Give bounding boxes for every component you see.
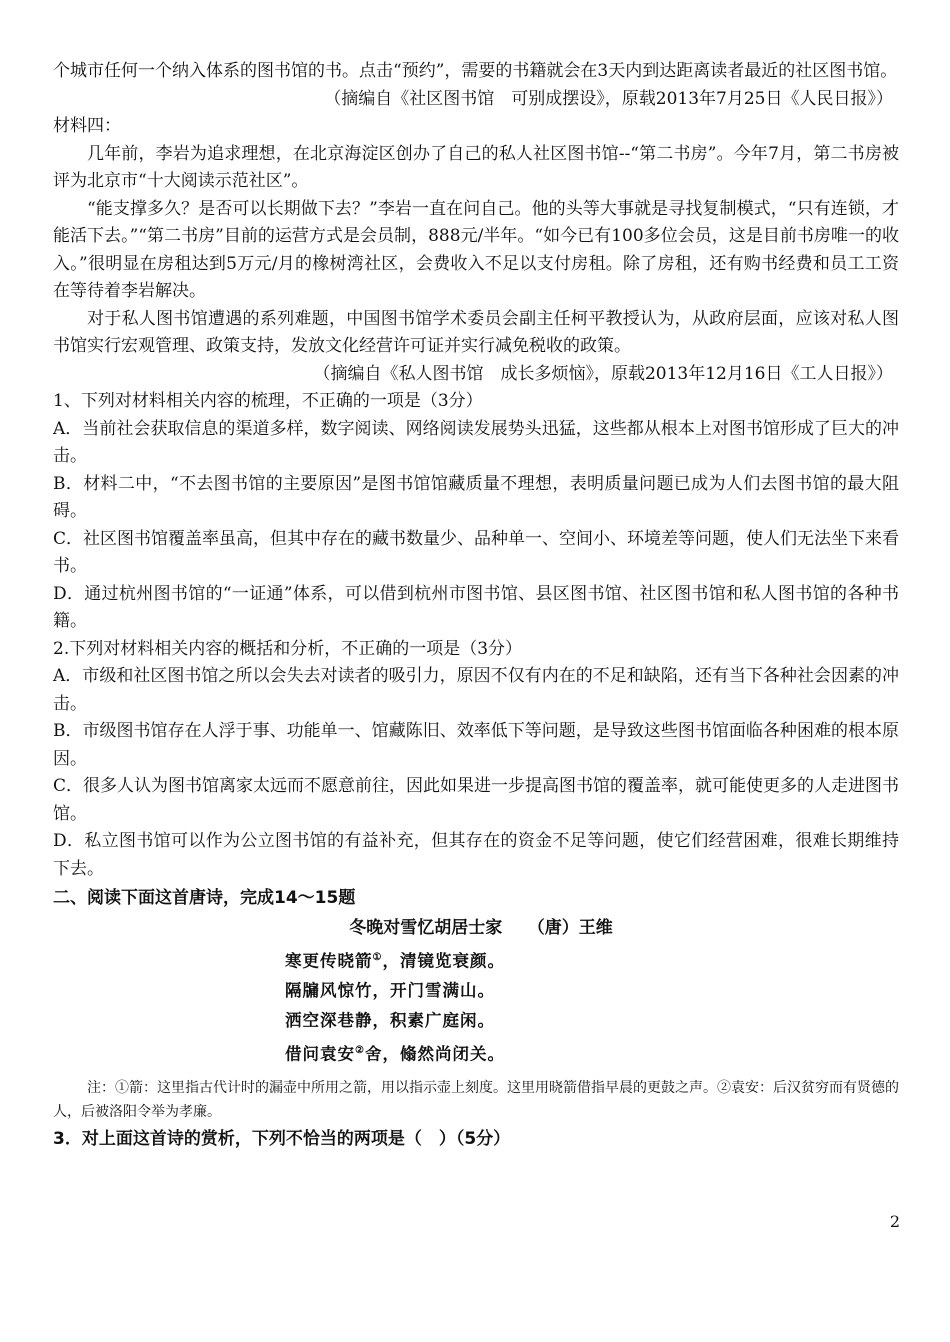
paragraph: 个城市任何一个纳入体系的图书馆的书。点击“预约”，需要的书籍就会在3天内到达距离读者最近的社区图书馆。 xyxy=(53,61,898,81)
paragraph: A．市级和社区图书馆之所以会失去对读者的吸引力，原因不仅有内在的不足和缺陷，还有当下各种社会因素的冲击。 xyxy=(53,666,899,714)
poem-line-text: 借问袁安 xyxy=(285,1044,355,1064)
paragraph: C．社区图书馆覆盖率虽高，但其中存在的藏书数量少、品种单一、空间小、环境差等问题，使人们无法坐下来看书。 xyxy=(53,528,900,576)
paragraph: “能支撑多久？是否可以长期做下去？”李岩一直在问自己。他的头等大事就是寻找复制模式，“只有连锁，才能活下去。”“第二书房”目前的运营方式是会员制，888元/半年。“如今已有100多位会员，这是目前书房唯一的收入。”很明显在房租达到5万元/月的橡树湾社区，会费收入不足以支付房租。除了房租，还有购书经费和员工工资在等待着李岩解决。 xyxy=(53,198,899,301)
poem-note: 注：①箭：这里指古代计时的漏壶中所用之箭，用以指示壶上刻度。这里用晓箭借指早晨的更鼓之声。②袁安：后汉贫穷而有贤德的人，后被洛阳令举为孝廉。 xyxy=(53,1079,899,1120)
paragraph: D．通过杭州图书馆的“一证通”体系，可以借到杭州市图书馆、县区图书馆、社区图书馆和私人图书馆的各种书籍。 xyxy=(53,583,899,631)
poem-line-text: 舍，翛然尚闭关。 xyxy=(364,1044,505,1064)
poem-line xyxy=(53,1006,899,1036)
question-3: 3．对上面这首诗的赏析，下列不恰当的两项是（ ）（5分） xyxy=(53,1128,511,1149)
document-page xyxy=(53,58,899,1153)
paragraph: 2.下列对材料相关内容的概括和分析，不正确的一项是（3分） xyxy=(53,638,523,659)
paragraph: B．材料二中，“不去图书馆的主要原因”是图书馆馆藏质量不理想，表明质量问题已成为人们去图书馆的最大阻碍。 xyxy=(53,473,899,521)
poem-lines xyxy=(53,943,899,1070)
poem-line xyxy=(53,976,899,1006)
paragraph: B．市级图书馆存在人浮于事、功能单一、馆藏陈旧、效率低下等问题，是导致这些图书馆面临各种困难的根本原因。 xyxy=(53,721,899,769)
paragraph: C．很多人认为图书馆离家太远而不愿意前往，因此如果进一步提高图书馆的覆盖率，就可能使更多的人走进图书馆。 xyxy=(53,776,900,824)
article-body xyxy=(53,58,899,883)
poem-line xyxy=(53,1036,899,1070)
poem-title: 冬晚对雪忆胡居士家 （唐）王维 xyxy=(349,917,613,938)
poem-line-text: ，清镜览衰颜。 xyxy=(382,951,505,970)
paragraph: （摘编自《社区图书馆 可别成摆设》，原载2013年7月25日《人民日报》） xyxy=(324,88,893,109)
paragraph: （摘编自《私人图书馆 成长多烦恼》，原载2013年12月16日《工人日报》） xyxy=(313,363,893,384)
paragraph: 几年前，李岩为追求理想，在北京海淀区创办了自己的私人社区图书馆--“第二书房”。今年7月，第二书房被评为北京市“十大阅读示范社区”。 xyxy=(53,143,899,191)
poem xyxy=(53,913,899,1070)
section-heading: 二、阅读下面这首唐诗，完成14～15题 xyxy=(53,888,356,908)
poem-line-text: 隔牖风惊竹，开门雪满山。 xyxy=(285,981,495,1000)
page-number: 2 xyxy=(889,1212,900,1231)
paragraph: 1、下列对材料相关内容的梳理，不正确的一项是（3分） xyxy=(53,391,483,411)
paragraph: 对于私人图书馆遭遇的系列难题，中国图书馆学术委员会副主任柯平教授认为，从政府层面，应该对私人图书馆实行宏观管理、政策支持，发放文化经营许可证并实行减免税收的政策。 xyxy=(53,308,899,356)
poem-line-text: 寒更传晓箭 xyxy=(285,951,373,970)
paragraph: 材料四： xyxy=(53,116,121,136)
paragraph: D．私立图书馆可以作为公立图书馆的有益补充，但其存在的资金不足等问题，使它们经营困难，很难长期维持下去。 xyxy=(53,831,899,879)
paragraph: A．当前社会获取信息的渠道多样，数字阅读、网络阅读发展势头迅猛，这些都从根本上对图书馆形成了巨大的冲击。 xyxy=(53,418,899,466)
footnote-marker: ① xyxy=(372,951,383,963)
footnote-marker: ② xyxy=(355,1045,365,1056)
poem-line xyxy=(53,943,899,977)
poem-line-text: 洒空深巷静，积素广庭闲。 xyxy=(285,1011,495,1030)
